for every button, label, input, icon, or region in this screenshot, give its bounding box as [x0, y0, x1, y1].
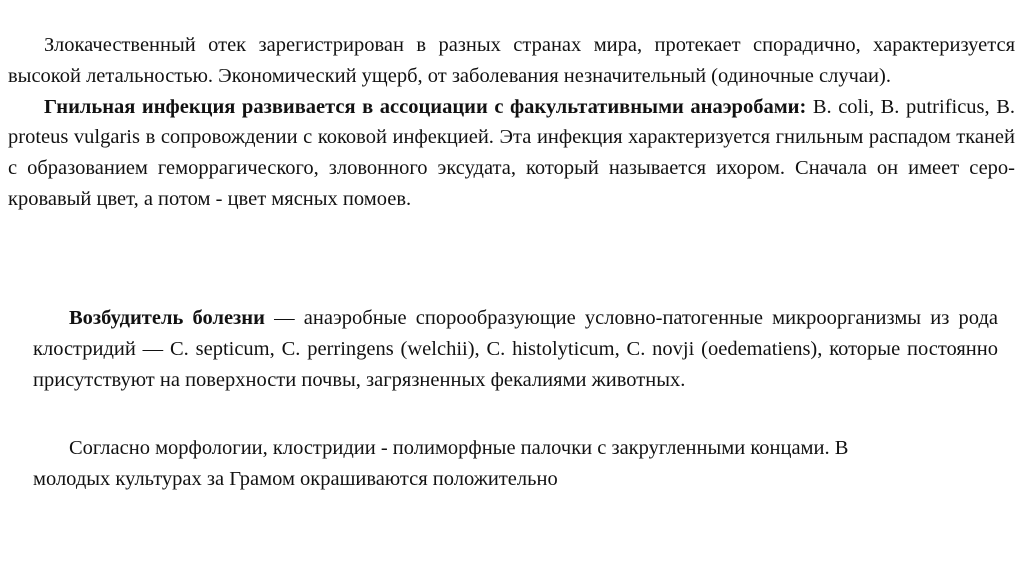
paragraph-pathogen — [33, 303, 998, 395]
paragraph-text: B. coli, B. putrificus, B. proteus vulgaris в сопровождении с коковой инфекцией. Эта инфекция характеризуется гнильным распадом тканей с образованием геморрагического, зловонного эксудата, который называется ихором. Сначала он имеет серо-кровавый цвет, а потом - цвет мясных помоев. — [8, 95, 1016, 210]
paragraph-text: Злокачественный отек зарегистрирован в разных странах мира, протекает спорадично, характеризуется высокой летальностью. Экономический ущерб, от заболевания незначительный (одиночные случаи). — [8, 34, 1015, 87]
paragraph-text: Согласно морфологии, клостридии - полиморфные палочки с закругленными концами. В молодых культурах за Грамом окрашиваются положительно — [33, 437, 849, 490]
paragraph-putrid-infection — [8, 92, 1015, 215]
bold-text: развивается в ассоциации с факультативными анаэробами: — [235, 95, 807, 118]
text-block-1 — [8, 30, 1015, 215]
term-pathogen: Возбудитель болезни — [69, 307, 265, 329]
text-block-3 — [33, 433, 913, 495]
text-block-2 — [33, 303, 998, 395]
paragraph-malignant-edema — [8, 30, 1015, 92]
term-putrid-infection: Гнильная инфекция — [44, 95, 236, 118]
paragraph-morphology — [33, 433, 913, 495]
paragraph-text: — анаэробные спорообразующие условно-патогенные микроорганизмы из рода клостридий — C. septicum, C. perringens (welchii), C. histolyticum, C. novji (oedematiens), которые постоянно присутствуют на поверхности почвы, загрязненных фекалиями животных. — [33, 307, 998, 391]
